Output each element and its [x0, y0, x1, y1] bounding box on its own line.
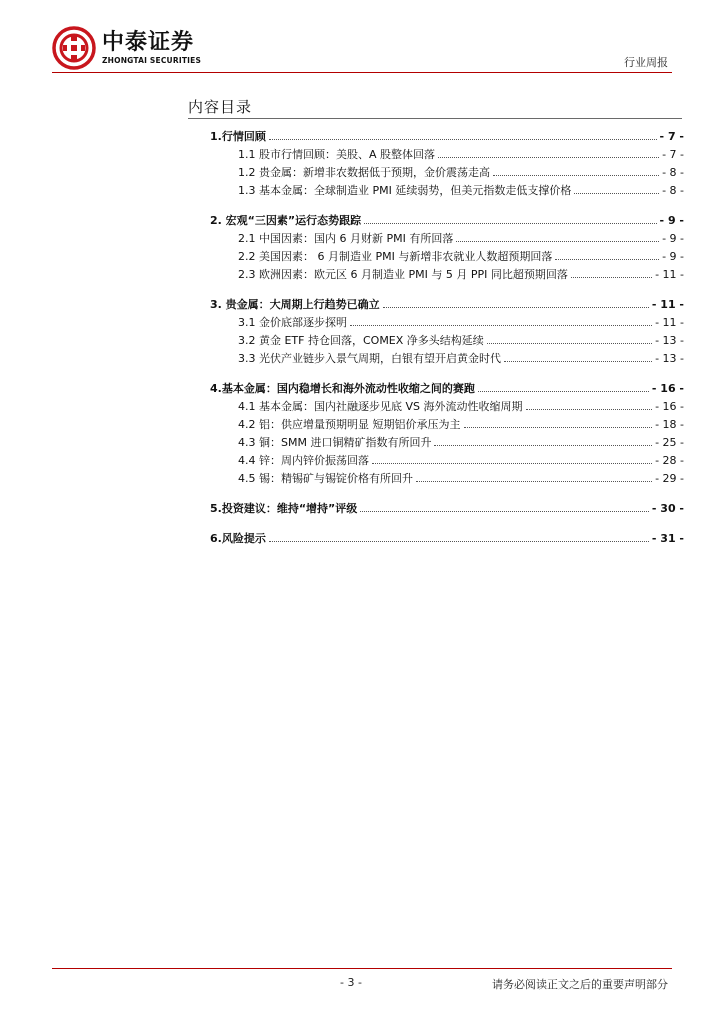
toc-entry-page: - 9 - — [662, 232, 684, 245]
toc-entry-label: 6.风险提示 — [210, 532, 266, 545]
toc-entry-4-3[interactable] — [210, 434, 684, 452]
toc-entry-label: 4.4 锌：周内锌价振荡回落 — [238, 454, 369, 467]
toc-entry-page: - 30 - — [651, 502, 684, 515]
toc-entry-page: - 11 - — [655, 268, 684, 281]
toc-entry-4[interactable] — [210, 380, 684, 398]
toc-entry-label: 3. 贵金属：大周期上行趋势已确立 — [210, 298, 380, 311]
dot-leader — [487, 343, 652, 344]
dot-leader — [383, 307, 649, 308]
toc-entry-2[interactable] — [210, 212, 684, 230]
toc-entry-page: - 7 - — [662, 148, 684, 161]
brand-logo — [52, 26, 201, 70]
dot-leader — [464, 427, 653, 428]
toc-entry-4-2[interactable] — [210, 416, 684, 434]
toc-entry-4-4[interactable] — [210, 452, 684, 470]
toc-entry-1[interactable] — [210, 128, 684, 146]
dot-leader — [360, 511, 649, 512]
toc-entry-4-1[interactable] — [210, 398, 684, 416]
dot-leader — [478, 391, 649, 392]
toc-entry-label: 5.投资建议：维持“增持”评级 — [210, 502, 358, 515]
toc-entry-label: 2.2 美国因素： 6 月制造业 PMI 与新增非农就业人数超预期回落 — [238, 250, 553, 263]
dot-leader — [434, 445, 652, 446]
toc-entry-page: - 25 - — [655, 436, 684, 449]
toc-entry-label: 1.行情回顾 — [210, 130, 266, 143]
dot-leader — [574, 193, 659, 194]
page-number: - 3 - — [340, 976, 362, 989]
toc-entry-4-5[interactable] — [210, 470, 684, 488]
toc-entry-6[interactable] — [210, 530, 684, 548]
footer-disclaimer: 请务必阅读正文之后的重要声明部分 — [492, 978, 668, 991]
brand-name-en: ZHONGTAI SECURITIES — [102, 55, 202, 65]
toc-entry-2-3[interactable] — [210, 266, 684, 284]
toc-entry-5[interactable] — [210, 500, 684, 518]
toc-entry-page: - 29 - — [655, 472, 684, 485]
dot-leader — [350, 325, 652, 326]
brand-name-cn: 中泰证券 — [102, 29, 195, 55]
dot-leader — [372, 463, 652, 464]
dot-leader — [526, 409, 653, 410]
toc-entry-1-1[interactable] — [210, 146, 684, 164]
dot-leader — [493, 175, 659, 176]
toc-entry-page: - 8 - — [662, 166, 684, 179]
footer-divider — [52, 968, 672, 969]
toc-entry-3-2[interactable] — [210, 332, 684, 350]
toc-entry-label: 2.3 欧洲因素：欧元区 6 月制造业 PMI 与 5 月 PPI 同比超预期回落 — [238, 268, 568, 281]
toc-entry-label: 4.基本金属：国内稳增长和海外流动性收缩之间的赛跑 — [210, 382, 475, 395]
toc-entry-2-1[interactable] — [210, 230, 684, 248]
toc-title: 内容目录 — [188, 98, 253, 116]
toc-entry-page: - 8 - — [662, 184, 684, 197]
header-divider — [52, 72, 672, 73]
toc-entry-page: - 13 - — [655, 352, 684, 365]
toc-entry-page: - 31 - — [651, 532, 684, 545]
toc-entry-label: 3.1 金价底部逐步探明 — [238, 316, 347, 329]
toc-entry-page: - 11 - — [651, 298, 684, 311]
zhongtai-logo-icon — [52, 26, 96, 70]
toc-entry-label: 1.1 股市行情回顾：美股、A 股整体回落 — [238, 148, 436, 161]
dot-leader — [269, 139, 657, 140]
toc-entry-label: 2. 宏观“三因素”运行态势跟踪 — [210, 214, 362, 227]
toc-entry-1-2[interactable] — [210, 164, 684, 182]
toc-entry-label: 1.3 基本金属：全球制造业 PMI 延续弱势，但美元指数走低支撑价格 — [238, 184, 572, 197]
toc-entry-page: - 9 - — [659, 214, 684, 227]
table-of-contents — [210, 128, 684, 548]
dot-leader — [364, 223, 656, 224]
toc-entry-label: 3.2 黄金 ETF 持仓回落，COMEX 净多头结构延续 — [238, 334, 484, 347]
toc-entry-page: - 28 - — [655, 454, 684, 467]
toc-entry-label: 4.1 基本金属：国内社融逐步见底 VS 海外流动性收缩周期 — [238, 400, 523, 413]
toc-entry-label: 1.2 贵金属：新增非农数据低于预期，金价震荡走高 — [238, 166, 490, 179]
toc-entry-page: - 11 - — [655, 316, 684, 329]
toc-entry-page: - 9 - — [662, 250, 684, 263]
toc-entry-2-2[interactable] — [210, 248, 684, 266]
toc-entry-label: 4.3 铜：SMM 进口铜精矿指数有所回升 — [238, 436, 432, 449]
toc-entry-page: - 7 - — [659, 130, 684, 143]
dot-leader — [438, 157, 659, 158]
dot-leader — [504, 361, 652, 362]
toc-entry-label: 4.5 锡：精锡矿与锡锭价格有所回升 — [238, 472, 413, 485]
toc-entry-1-3[interactable] — [210, 182, 684, 200]
toc-entry-page: - 16 - — [651, 382, 684, 395]
toc-entry-page: - 16 - — [655, 400, 684, 413]
toc-entry-page: - 18 - — [655, 418, 684, 431]
report-type: 行业周报 — [624, 56, 668, 69]
dot-leader — [555, 259, 659, 260]
toc-entry-3-3[interactable] — [210, 350, 684, 368]
toc-entry-label: 4.2 铝：供应增量预期明显 短期铝价承压为主 — [238, 418, 461, 431]
toc-entry-page: - 13 - — [655, 334, 684, 347]
dot-leader — [571, 277, 652, 278]
dot-leader — [416, 481, 652, 482]
toc-divider — [188, 118, 682, 119]
dot-leader — [269, 541, 649, 542]
toc-entry-label: 2.1 中国因素：国内 6 月财新 PMI 有所回落 — [238, 232, 454, 245]
dot-leader — [456, 241, 659, 242]
toc-entry-label: 3.3 光伏产业链步入景气周期，白银有望开启黄金时代 — [238, 352, 501, 365]
toc-entry-3[interactable] — [210, 296, 684, 314]
toc-entry-3-1[interactable] — [210, 314, 684, 332]
